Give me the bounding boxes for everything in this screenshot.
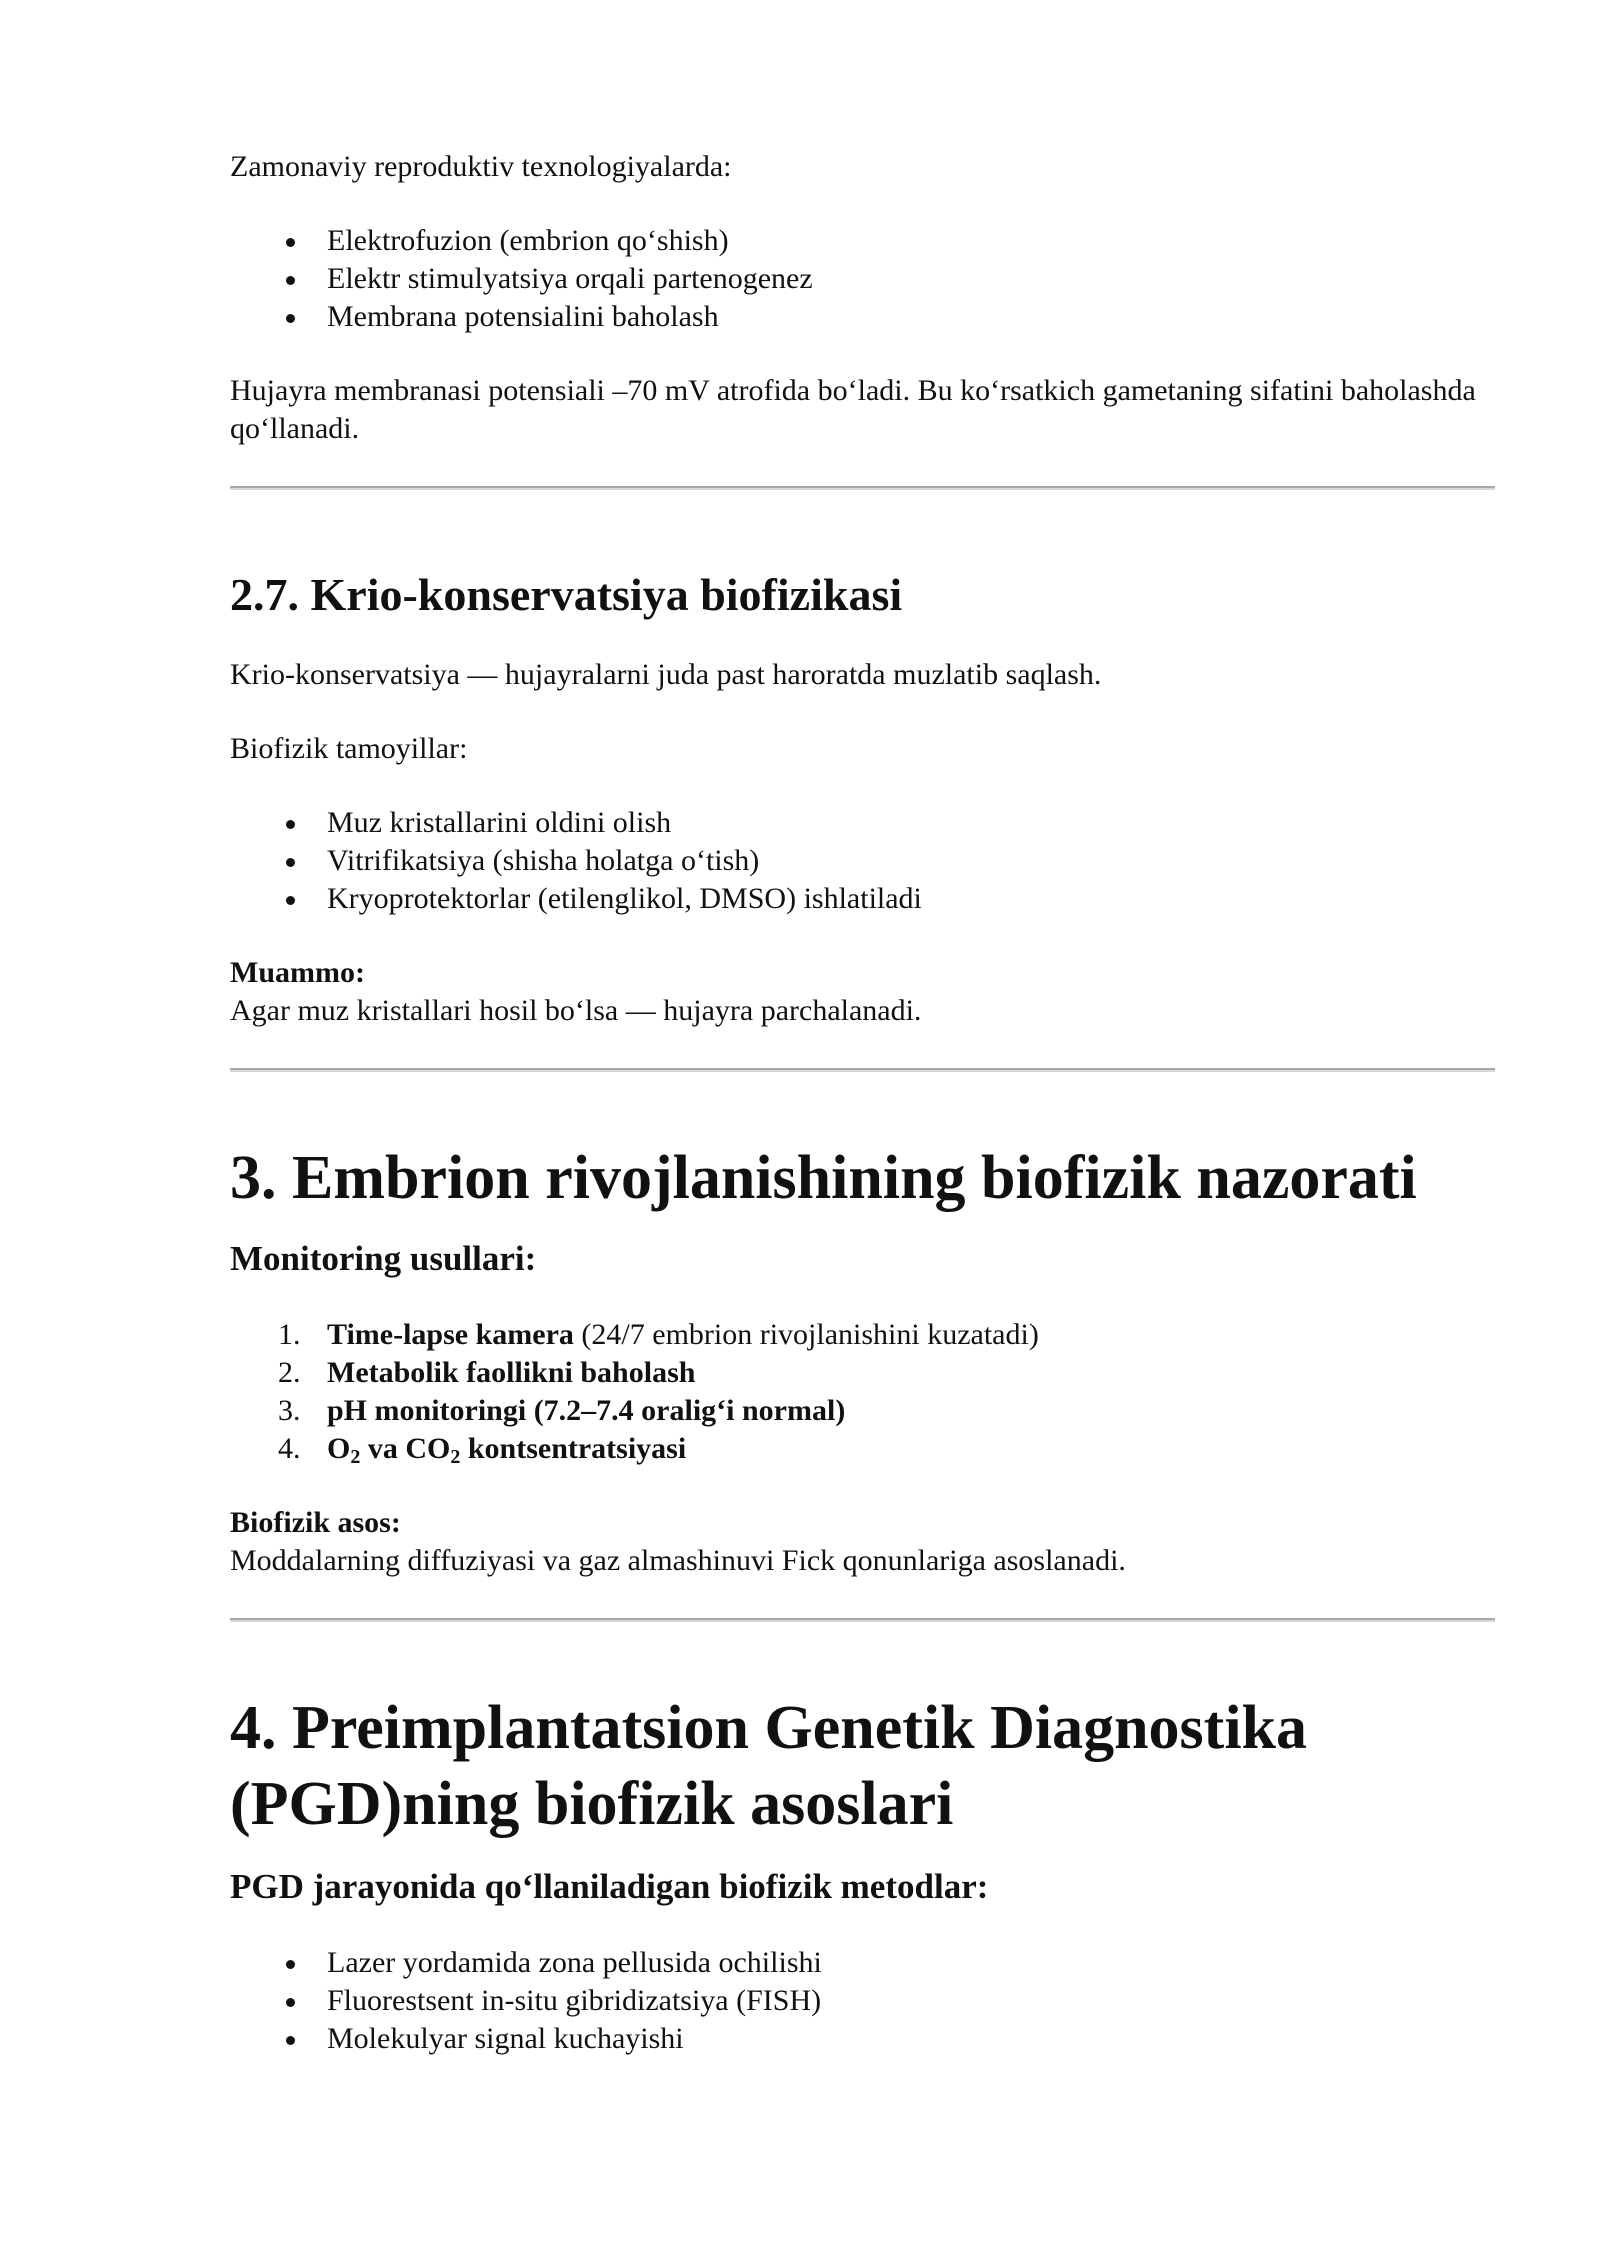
list-item: Fluorestsent in-situ gibridizatsiya (FISH) xyxy=(230,1982,1495,2020)
pgd-subheading: PGD jarayonida qo‘llaniladigan biofizik metodlar: xyxy=(230,1867,989,1906)
list-item-bold: pH monitoringi (7.2–7.4 oralig‘i normal) xyxy=(327,1394,846,1427)
list-item: Membrana potensialini baholash xyxy=(230,298,1495,336)
section-heading-2-7: 2.7. Krio-konservatsiya biofizikasi xyxy=(230,569,903,620)
list-item-bold: Time-lapse kamera xyxy=(327,1318,574,1351)
list-number: 4. xyxy=(278,1432,301,1465)
list-item xyxy=(230,1430,1495,1468)
list-number: 1. xyxy=(278,1318,301,1351)
list-item xyxy=(230,1354,1495,1392)
section-divider xyxy=(230,1618,1495,1622)
formula-o: O xyxy=(327,1432,351,1465)
list-item: Molekulyar signal kuchayishi xyxy=(230,2020,1495,2058)
monitoring-subheading: Monitoring usullari: xyxy=(230,1239,537,1278)
subscript: 2 xyxy=(450,1446,461,1468)
problem-text: Agar muz kristallari hosil bo‘lsa — hujayra parchalanadi. xyxy=(230,994,922,1027)
monitoring-numbered-list xyxy=(230,1316,1495,1468)
basis-text: Moddalarning diffuziyasi va gaz almashinuvi Fick qonunlariga asoslanadi. xyxy=(230,1544,1126,1577)
subscript: 2 xyxy=(350,1446,361,1468)
section-divider xyxy=(230,486,1495,490)
list-number: 2. xyxy=(278,1356,301,1389)
section-divider xyxy=(230,1068,1495,1072)
list-item-bold: Metabolik faollikni baholash xyxy=(327,1356,696,1389)
list-number: 3. xyxy=(278,1394,301,1427)
formula-mid: va CO xyxy=(360,1432,451,1465)
list-item: Muz kristallarini oldini olish xyxy=(230,804,1495,842)
pgd-bullet-list xyxy=(230,1944,1495,2058)
formula-end: kontsentratsiyasi xyxy=(460,1432,687,1465)
krio-definition: Krio-konservatsiya — hujayralarni juda past haroratda muzlatib saqlash. xyxy=(230,658,1102,691)
intro-paragraph: Hujayra membranasi potensiali –70 mV atrofida bo‘ladi. Bu ko‘rsatkich gametaning sifatini baholashda qo‘llanadi. xyxy=(230,374,1476,445)
section-heading-4: 4. Preimplantatsion Genetik Diagnostika (PGD)ning biofizik asoslari xyxy=(230,1694,1308,1838)
section-heading-3: 3. Embrion rivojlanishining biofizik nazorati xyxy=(230,1144,1417,1212)
problem-label: Muammo: xyxy=(230,956,365,989)
list-item-rest: (24/7 embrion rivojlanishini kuzatadi) xyxy=(573,1318,1039,1351)
list-item-bold xyxy=(327,1432,687,1468)
list-item xyxy=(230,1316,1495,1354)
list-item: Elektrofuzion (embrion qo‘shish) xyxy=(230,222,1495,260)
list-item: Vitrifikatsiya (shisha holatga o‘tish) xyxy=(230,842,1495,880)
list-item: Lazer yordamida zona pellusida ochilishi xyxy=(230,1944,1495,1982)
principles-bullet-list xyxy=(230,804,1495,918)
intro-bullet-list xyxy=(230,222,1495,336)
intro-lead: Zamonaviy reproduktiv texnologiyalarda: xyxy=(230,150,732,183)
basis-label: Biofizik asos: xyxy=(230,1506,401,1539)
list-item: Elektr stimulyatsiya orqali partenogenez xyxy=(230,260,1495,298)
list-item: Kryoprotektorlar (etilenglikol, DMSO) ishlatiladi xyxy=(230,880,1495,918)
principles-label: Biofizik tamoyillar: xyxy=(230,732,468,765)
list-item xyxy=(230,1392,1495,1430)
